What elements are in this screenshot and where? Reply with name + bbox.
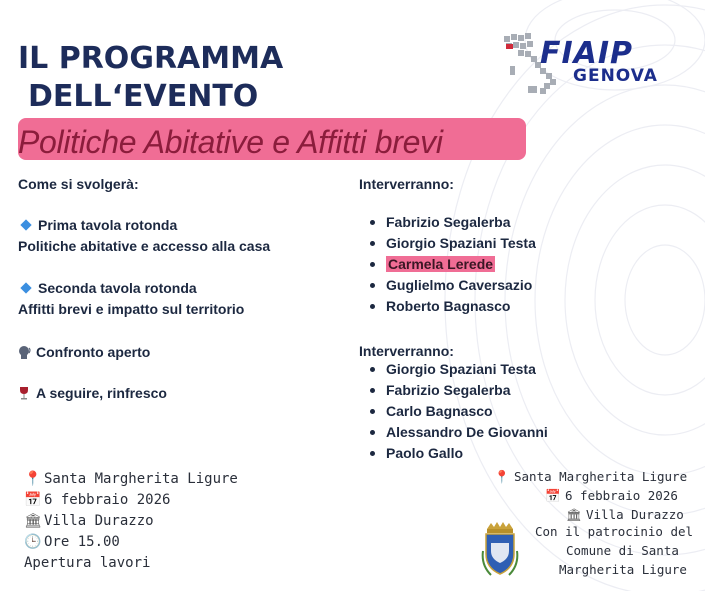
coat-of-arms-icon xyxy=(481,521,519,579)
speaker-item: Paolo Gallo xyxy=(370,443,548,464)
title-line-2: DELL‘EVENTO xyxy=(28,79,259,114)
blue-diamond-icon xyxy=(20,282,31,293)
schedule-heading: Come si svolgerà: xyxy=(18,176,139,192)
fiaip-logo: FIAIP xyxy=(540,36,634,71)
patronage-line-1: Con il patrocinio del xyxy=(535,524,694,539)
wine-glass-icon xyxy=(18,386,30,400)
calendar-icon: 📅 xyxy=(24,492,42,508)
schedule-item-2-title: Seconda tavola rotonda xyxy=(18,280,197,296)
subtitle-highlight xyxy=(18,118,526,160)
speakers-list-2 xyxy=(370,359,548,464)
speakers-list-1 xyxy=(370,212,536,317)
event-date-left: 📅 6 febbraio 2026 xyxy=(24,492,171,508)
schedule-item-2-subtitle: Affitti brevi e impatto sul territorio xyxy=(18,301,245,317)
speakers-heading-2: Interverranno: xyxy=(359,343,454,359)
speaker-item: Roberto Bagnasco xyxy=(370,296,536,317)
title-line-1: IL PROGRAMMA xyxy=(18,41,284,76)
schedule-item-3: Confronto aperto xyxy=(18,344,150,360)
speaker-item: Giorgio Spaziani Testa xyxy=(370,233,536,254)
patronage-line-3: Margherita Ligure xyxy=(559,562,687,577)
event-time-left: 🕒 Ore 15.00 xyxy=(24,534,120,550)
schedule-item-4: A seguire, rinfresco xyxy=(18,385,167,401)
event-date-right: 📅 6 febbraio 2026 xyxy=(545,488,678,503)
patronage-line-2: Comune di Santa xyxy=(566,543,679,558)
speaker-item-highlighted: Carmela Lerede xyxy=(370,254,536,275)
event-venue-left: 🏛 Villa Durazzo xyxy=(24,513,154,529)
location-pin-icon: 📍 xyxy=(24,471,42,487)
schedule-item-1-title: Prima tavola rotonda xyxy=(18,217,177,233)
event-location-right: 📍 Santa Margherita Ligure xyxy=(494,469,688,484)
building-icon: 🏛 xyxy=(24,513,42,529)
speaker-item: Guglielmo Caversazio xyxy=(370,275,536,296)
speakers-heading-1: Interverranno: xyxy=(359,176,454,192)
speaker-item: Giorgio Spaziani Testa xyxy=(370,359,548,380)
speaking-head-icon xyxy=(18,345,32,359)
event-venue-right: 🏛 Villa Durazzo xyxy=(566,507,684,522)
schedule-item-1-subtitle: Politiche abitative e accesso alla casa xyxy=(18,238,271,254)
blue-diamond-icon xyxy=(20,219,31,230)
location-pin-icon: 📍 xyxy=(494,469,510,484)
speaker-item: Fabrizio Segalerba xyxy=(370,380,548,401)
event-note-left: Apertura lavori xyxy=(24,555,151,571)
calendar-icon: 📅 xyxy=(545,488,561,503)
speaker-item: Alessandro De Giovanni xyxy=(370,422,548,443)
speaker-item: Fabrizio Segalerba xyxy=(370,212,536,233)
building-icon: 🏛 xyxy=(566,507,582,522)
genova-label: GENOVA xyxy=(573,66,658,86)
event-subtitle: Politiche Abitative e Affitti brevi xyxy=(18,124,443,160)
speaker-item: Carlo Bagnasco xyxy=(370,401,548,422)
page-title xyxy=(18,40,283,116)
clock-icon: 🕒 xyxy=(24,534,42,550)
event-location-left: 📍 Santa Margherita Ligure xyxy=(24,471,238,487)
